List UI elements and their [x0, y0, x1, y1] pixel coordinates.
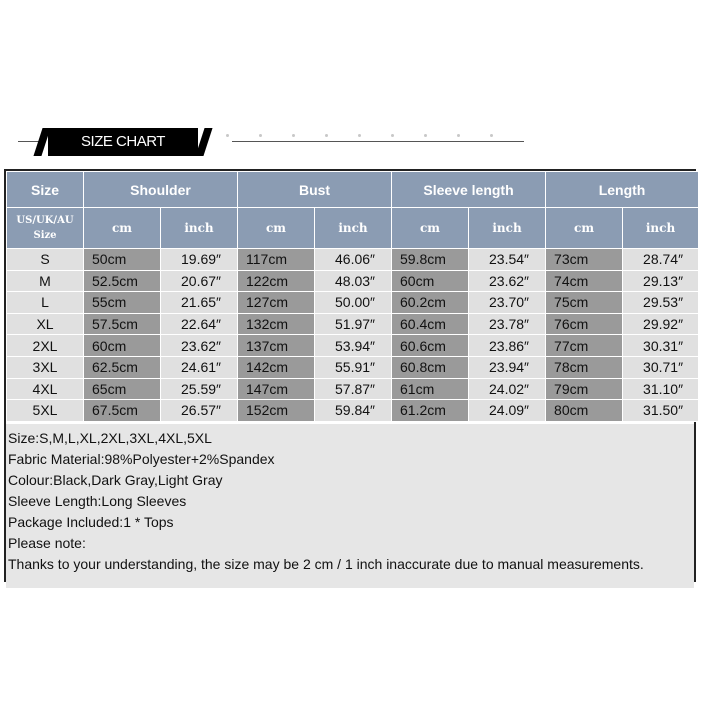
- shoulder-inch-cell: 24.61″: [161, 356, 238, 378]
- length-inch-cell: 29.13″: [623, 270, 699, 292]
- shoulder-inch-cell: 21.65″: [161, 292, 238, 314]
- note-line: Sleeve Length:Long Sleeves: [8, 492, 187, 509]
- sleeve-inch-cell: 23.62″: [469, 270, 546, 292]
- header-unit-inch: inch: [469, 208, 546, 249]
- header-size-region: US/UK/AU Size: [7, 208, 84, 249]
- sleeve-cm-cell: 61.2cm: [392, 400, 469, 422]
- header-unit-cm: cm: [238, 208, 315, 249]
- shoulder-cm-cell: 67.5cm: [84, 400, 161, 422]
- sleeve-cm-cell: 60.8cm: [392, 356, 469, 378]
- size-cell: L: [7, 292, 84, 314]
- sleeve-inch-cell: 23.70″: [469, 292, 546, 314]
- sleeve-cm-cell: 60cm: [392, 270, 469, 292]
- header-row-groups: [7, 172, 699, 208]
- sleeve-inch-cell: 23.78″: [469, 313, 546, 335]
- shoulder-inch-cell: 20.67″: [161, 270, 238, 292]
- shoulder-inch-cell: 19.69″: [161, 249, 238, 271]
- bust-inch-cell: 50.00″: [315, 292, 392, 314]
- shoulder-inch-cell: 22.64″: [161, 313, 238, 335]
- header-bust: Bust: [238, 172, 392, 208]
- length-inch-cell: 28.74″: [623, 249, 699, 271]
- bust-inch-cell: 48.03″: [315, 270, 392, 292]
- note-line: Please note:: [8, 534, 86, 551]
- shoulder-cm-cell: 50cm: [84, 249, 161, 271]
- sleeve-cm-cell: 61cm: [392, 378, 469, 400]
- shoulder-cm-cell: 52.5cm: [84, 270, 161, 292]
- table-row: [7, 335, 699, 357]
- bust-cm-cell: 122cm: [238, 270, 315, 292]
- note-line: Colour:Black,Dark Gray,Light Gray: [8, 471, 223, 488]
- bust-cm-cell: 132cm: [238, 313, 315, 335]
- bust-inch-cell: 53.94″: [315, 335, 392, 357]
- sleeve-cm-cell: 60.2cm: [392, 292, 469, 314]
- size-cell: M: [7, 270, 84, 292]
- length-cm-cell: 79cm: [546, 378, 623, 400]
- shoulder-cm-cell: 60cm: [84, 335, 161, 357]
- sleeve-cm-cell: 59.8cm: [392, 249, 469, 271]
- length-inch-cell: 30.71″: [623, 356, 699, 378]
- table-row: [7, 356, 699, 378]
- size-cell: S: [7, 249, 84, 271]
- sleeve-cm-cell: 60.6cm: [392, 335, 469, 357]
- length-cm-cell: 75cm: [546, 292, 623, 314]
- length-inch-cell: 31.50″: [623, 400, 699, 422]
- size-cell: XL: [7, 313, 84, 335]
- header-length: Length: [546, 172, 699, 208]
- note-line: Thanks to your understanding, the size may be 2 cm / 1 inch inaccurate due to manual measurements.: [8, 555, 644, 572]
- length-inch-cell: 31.10″: [623, 378, 699, 400]
- bust-cm-cell: 152cm: [238, 400, 315, 422]
- bust-inch-cell: 46.06″: [315, 249, 392, 271]
- header-unit-inch: inch: [623, 208, 699, 249]
- sleeve-inch-cell: 24.02″: [469, 378, 546, 400]
- header-row-units: [7, 208, 699, 249]
- length-cm-cell: 77cm: [546, 335, 623, 357]
- bust-cm-cell: 117cm: [238, 249, 315, 271]
- table-row: [7, 400, 699, 422]
- shoulder-cm-cell: 62.5cm: [84, 356, 161, 378]
- banner-dots: [226, 124, 526, 132]
- length-inch-cell: 29.53″: [623, 292, 699, 314]
- bust-cm-cell: 127cm: [238, 292, 315, 314]
- shoulder-inch-cell: 26.57″: [161, 400, 238, 422]
- bust-inch-cell: 57.87″: [315, 378, 392, 400]
- header-unit-cm: cm: [392, 208, 469, 249]
- header-size: Size: [7, 172, 84, 208]
- bust-inch-cell: 55.91″: [315, 356, 392, 378]
- length-inch-cell: 30.31″: [623, 335, 699, 357]
- bust-cm-cell: 142cm: [238, 356, 315, 378]
- sleeve-inch-cell: 23.86″: [469, 335, 546, 357]
- size-cell: 4XL: [7, 378, 84, 400]
- shoulder-inch-cell: 25.59″: [161, 378, 238, 400]
- bust-inch-cell: 59.84″: [315, 400, 392, 422]
- shoulder-cm-cell: 65cm: [84, 378, 161, 400]
- table-row: [7, 249, 699, 271]
- size-cell: 3XL: [7, 356, 84, 378]
- banner-left-dash: [18, 141, 40, 142]
- header-unit-cm: cm: [546, 208, 623, 249]
- sleeve-cm-cell: 60.4cm: [392, 313, 469, 335]
- note-line: Fabric Material:98%Polyester+2%Spandex: [8, 450, 275, 467]
- table-row: [7, 378, 699, 400]
- header-sleeve-length: Sleeve length: [392, 172, 546, 208]
- header-unit-inch: inch: [315, 208, 392, 249]
- size-chart: [4, 169, 696, 582]
- shoulder-cm-cell: 55cm: [84, 292, 161, 314]
- table-row: [7, 313, 699, 335]
- sleeve-inch-cell: 24.09″: [469, 400, 546, 422]
- shoulder-inch-cell: 23.62″: [161, 335, 238, 357]
- size-cell: 2XL: [7, 335, 84, 357]
- table-row: [7, 292, 699, 314]
- length-cm-cell: 76cm: [546, 313, 623, 335]
- bust-cm-cell: 147cm: [238, 378, 315, 400]
- length-inch-cell: 29.92″: [623, 313, 699, 335]
- length-cm-cell: 78cm: [546, 356, 623, 378]
- size-chart-banner: SIZE CHART: [48, 128, 198, 156]
- product-notes: [6, 422, 694, 588]
- bust-cm-cell: 137cm: [238, 335, 315, 357]
- sleeve-inch-cell: 23.94″: [469, 356, 546, 378]
- header-unit-inch: inch: [161, 208, 238, 249]
- shoulder-cm-cell: 57.5cm: [84, 313, 161, 335]
- header-unit-cm: cm: [84, 208, 161, 249]
- header-shoulder: Shoulder: [84, 172, 238, 208]
- length-cm-cell: 73cm: [546, 249, 623, 271]
- size-table: [6, 171, 699, 422]
- bust-inch-cell: 51.97″: [315, 313, 392, 335]
- table-row: [7, 270, 699, 292]
- note-line: Size:S,M,L,XL,2XL,3XL,4XL,5XL: [8, 429, 212, 446]
- length-cm-cell: 80cm: [546, 400, 623, 422]
- size-cell: 5XL: [7, 400, 84, 422]
- banner-rule: [232, 141, 524, 142]
- length-cm-cell: 74cm: [546, 270, 623, 292]
- sleeve-inch-cell: 23.54″: [469, 249, 546, 271]
- note-line: Package Included:1 * Tops: [8, 513, 174, 530]
